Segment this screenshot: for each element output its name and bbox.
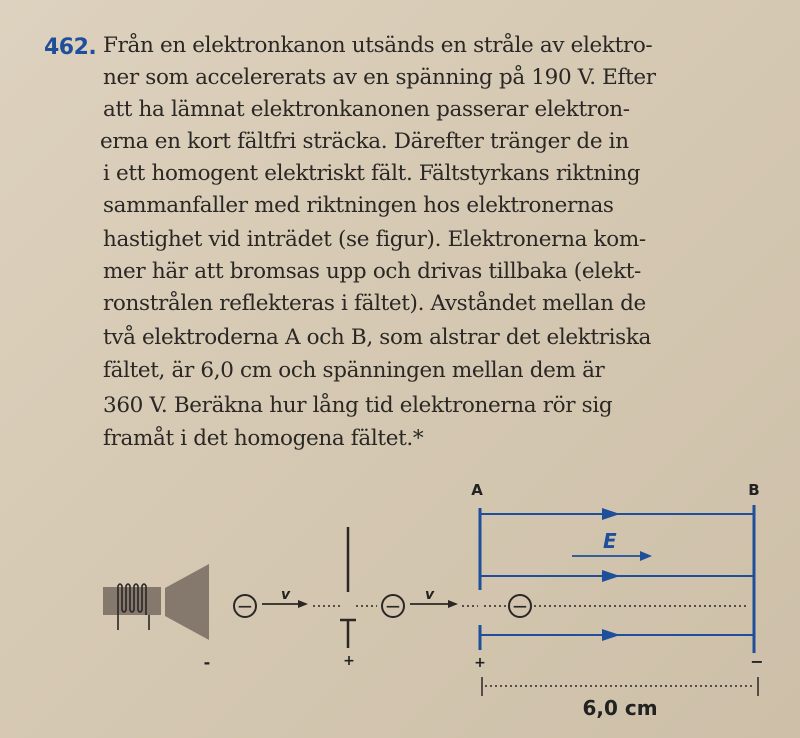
text-line: sammanfaller med riktningen hos elektronernas <box>103 193 614 218</box>
gun-body <box>103 587 161 615</box>
problem-number: 462. <box>44 35 97 60</box>
electron-field-figure <box>0 470 800 738</box>
text-line: två elektroderna A och B, som alstrar det elektriska <box>103 325 651 350</box>
electrode-b-label: B <box>748 481 760 499</box>
electron-1-symbol: − <box>236 594 254 618</box>
plate-plus-sign: + <box>343 653 355 669</box>
text-line: 360 V. Beräkna hur lång tid elektronerna rör sig <box>103 393 613 418</box>
electrode-a-label: A <box>471 481 483 499</box>
distance-label: 6,0 cm <box>582 696 658 720</box>
velocity-label-2: v <box>425 587 435 603</box>
electrode-a-plus-sign: + <box>474 655 486 671</box>
text-line: ronstrålen reflekteras i fältet). Avståndet mellan de <box>103 291 646 316</box>
text-line: ner som accelererats av en spänning på 190 V. Efter <box>103 65 656 90</box>
gun-minus-sign: - <box>203 653 211 672</box>
electron-2 <box>356 587 478 618</box>
velocity-label-1: v <box>281 587 291 603</box>
text-line: framåt i det homogena fältet.* <box>103 426 424 451</box>
electron-2-symbol: − <box>384 594 402 618</box>
accelerating-plate <box>340 527 356 669</box>
field-arrows <box>602 508 620 641</box>
text-line: Från en elektronkanon utsänds en stråle av elektro- <box>103 33 653 58</box>
electron-3-symbol: − <box>511 594 529 618</box>
text-line: mer här att bromsas upp och drivas tillbaka (elekt- <box>103 259 641 284</box>
text-line: i ett homogent elektriskt fält. Fältstyrkans riktning <box>103 161 641 186</box>
field-region <box>471 481 764 671</box>
electron-gun <box>103 564 210 672</box>
electrode-b-minus-sign: − <box>750 652 764 671</box>
electron-1 <box>234 587 340 618</box>
text-line: fältet, är 6,0 cm och spänningen mellan dem är <box>103 358 605 383</box>
gun-anode-cone <box>165 564 209 640</box>
field-label-e: E <box>603 529 617 553</box>
text-line: att ha lämnat elektronkanonen passerar elektron- <box>103 97 630 122</box>
text-line: hastighet vid inträdet (se figur). Elektronerna kom- <box>103 227 646 252</box>
distance-indicator <box>482 677 758 720</box>
text-line: erna en kort fältfri sträcka. Därefter tränger de in <box>100 129 629 154</box>
